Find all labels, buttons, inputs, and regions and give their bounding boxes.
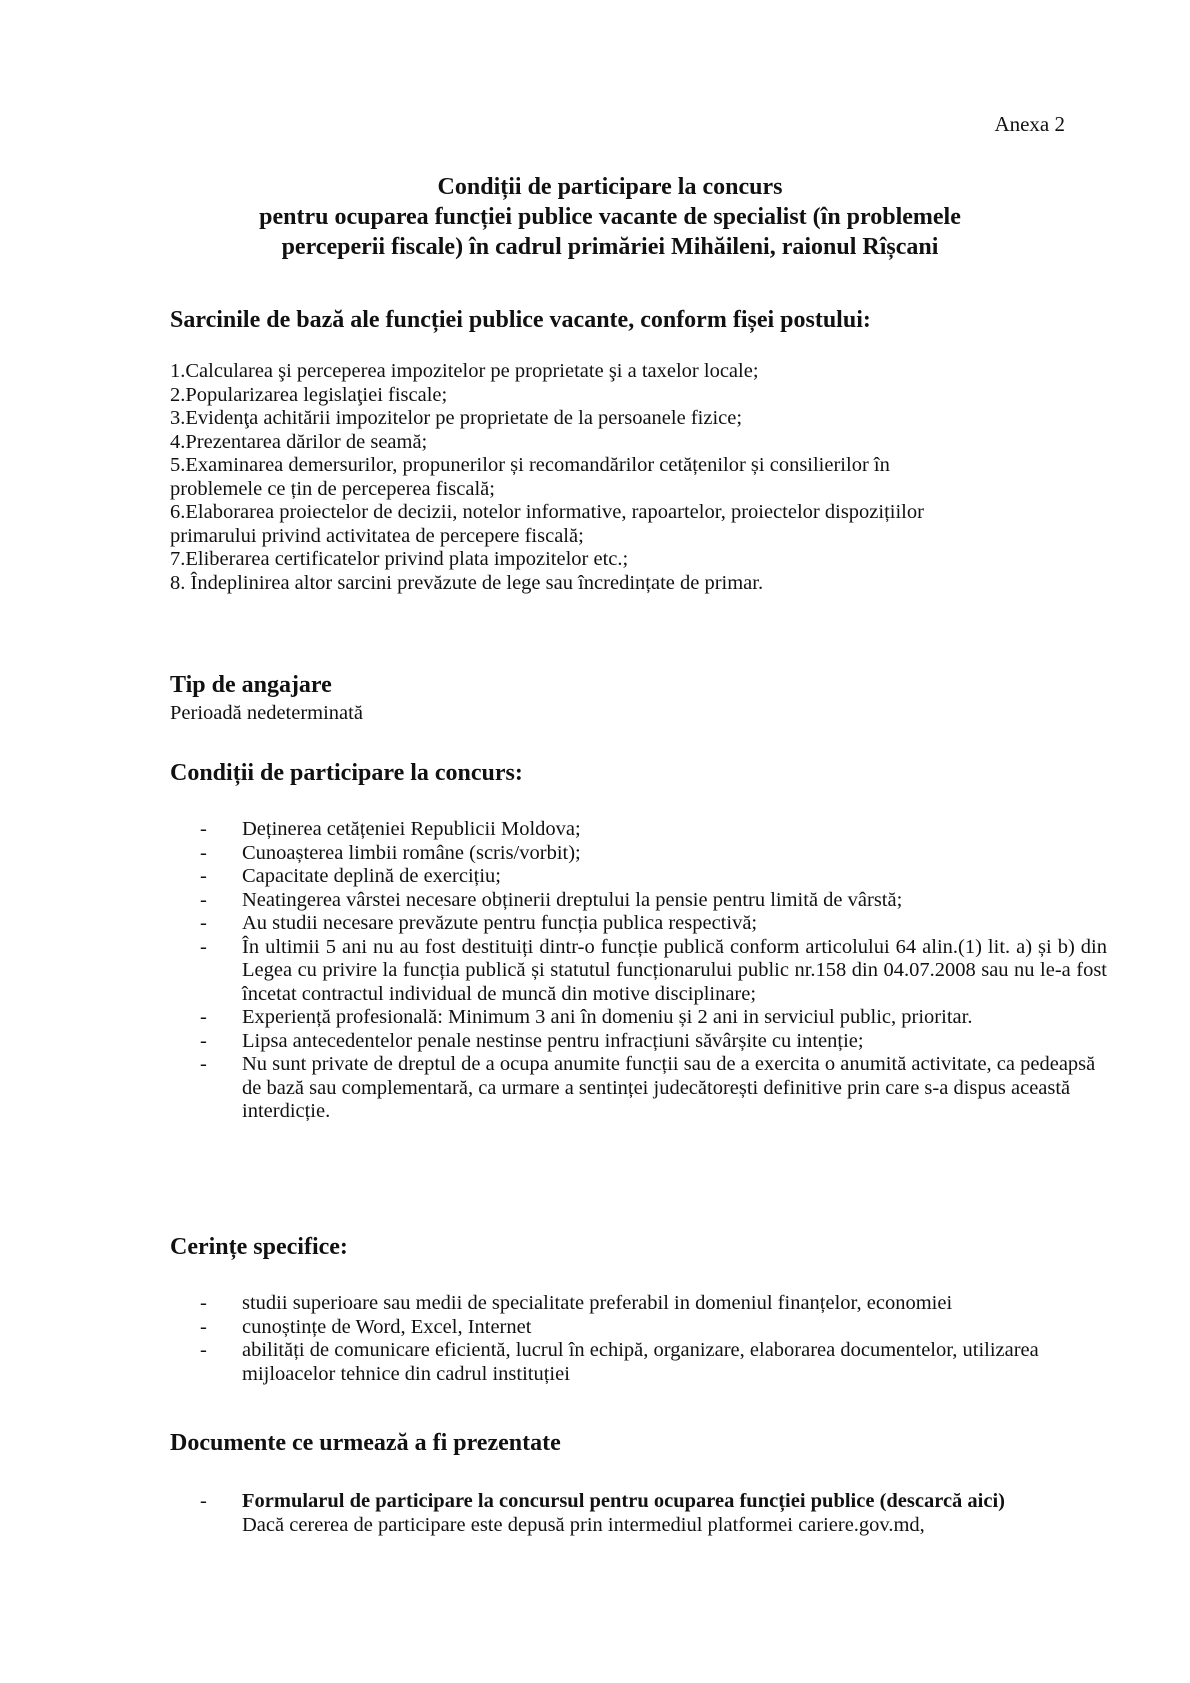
tasks-list (170, 360, 1070, 595)
dash-bullet: - (200, 912, 207, 934)
dash-bullet: - (200, 1315, 207, 1338)
dash-bullet: - (200, 1053, 207, 1075)
employment-value: Perioadă nedeterminată (170, 702, 363, 724)
condition-item (200, 1030, 1100, 1054)
annex-label: Anexa 2 (994, 112, 1065, 136)
employment-heading: Tip de angajare (170, 672, 332, 698)
document-note: Dacă cererea de participare este depusă prin intermediul platformei cariere.gov.md, (242, 1513, 925, 1536)
document-title (160, 172, 1060, 262)
requirement-item (200, 1339, 1102, 1386)
requirement-item (200, 1292, 1100, 1316)
condition-text: Lipsa antecedentelor penale nestinse pentru infracțiuni săvârșite cu intenție; (242, 1029, 864, 1052)
title-line-2: pentru ocuparea funcției publice vacante de specialist (în problemele (259, 204, 961, 230)
tasks-heading: Sarcinile de bază ale funcției publice vacante, conform fișei postului: (170, 307, 871, 333)
requirements-heading: Cerințe specifice: (170, 1234, 348, 1260)
dash-bullet: - (200, 888, 207, 911)
task-line: 5.Examinarea demersurilor, propunerilor și recomandărilor cetățenilor și consilierilor în (170, 454, 890, 476)
dash-bullet: - (200, 1292, 207, 1314)
condition-text: Cunoașterea limbii române (scris/vorbit); (242, 841, 581, 864)
dash-bullet: - (200, 1339, 207, 1361)
title-line-1: Condiții de participare la concurs (437, 174, 783, 200)
conditions-heading: Condiții de participare la concurs: (170, 760, 523, 786)
dash-bullet: - (200, 1006, 207, 1028)
condition-item (200, 1006, 1100, 1030)
condition-item (200, 842, 1100, 866)
condition-text: Capacitate deplină de exercițiu; (242, 865, 501, 887)
dash-bullet: - (200, 935, 207, 958)
task-line: 3.Evidenţa achitării impozitelor pe proprietate de la persoanele fizice; (170, 407, 743, 429)
requirement-text: cunoștințe de Word, Excel, Internet (242, 1315, 532, 1338)
dash-bullet: - (200, 818, 207, 840)
title-line-3: perceperii fiscale) în cadrul primăriei Mihăileni, raionul Rîșcani (281, 234, 939, 260)
documents-heading: Documente ce urmează a fi prezentate (170, 1430, 561, 1456)
task-line: 8. Îndeplinirea altor sarcini prevăzute de lege sau încredințate de primar. (170, 571, 764, 594)
condition-text: Deținerea cetățeniei Republicii Moldova; (242, 818, 581, 840)
condition-item (200, 865, 1100, 889)
condition-text: În ultimii 5 ani nu au fost destituiți dintr-o funcție publică conform articolului 64 alin.(1) lit. a) și b) din Legea cu privire la funcția publică și statutul funcționarului public nr.158 din 04.07.2008 sau nu le-a fost încetat contractul individual de muncă din motive disciplinare; (242, 935, 1107, 1005)
requirement-text: abilități de comunicare eficientă, lucrul în echipă, organizare, elaborarea documentelor, utilizarea mijloacelor tehnice din cadrul instituției (242, 1339, 1039, 1385)
task-line: 7.Eliberarea certificatelor privind plata impozitelor etc.; (170, 548, 629, 570)
task-line: 6.Elaborarea proiectelor de decizii, notelor informative, rapoartelor, proiectelor dispozițiilor (170, 501, 924, 523)
condition-text: Experiență profesională: Minimum 3 ani în domeniu și 2 ani in serviciul public, prioritar. (242, 1006, 973, 1028)
dash-bullet: - (200, 841, 207, 864)
condition-item (200, 889, 1100, 913)
requirements-list (200, 1292, 1100, 1386)
dash-bullet: - (200, 865, 207, 887)
condition-item (200, 936, 1107, 1007)
task-line: 1.Calcularea şi perceperea impozitelor pe proprietate şi a taxelor locale; (170, 360, 759, 382)
requirement-text: studii superioare sau medii de specialitate preferabil in domeniul finanțelor, economiei (242, 1292, 953, 1314)
condition-item (200, 912, 1100, 936)
condition-text: Nu sunt private de dreptul de a ocupa anumite funcții sau de a exercita o anumită activitate, ca pedeapsă de bază sau complementară, ca urmare a sentinței judecătorești definitive prin care s-a dispus această interdicție. (242, 1053, 1096, 1122)
dash-bullet: - (200, 1029, 207, 1052)
application-form-link[interactable]: Formularul de participare la concursul pentru ocuparea funcției publice (descarcă aici) (242, 1490, 1005, 1512)
requirement-item (200, 1316, 1100, 1340)
condition-text: Au studii necesare prevăzute pentru funcția publica respectivă; (242, 912, 758, 934)
task-line: problemele ce țin de perceperea fiscală; (170, 477, 495, 500)
task-line: primarului privind activitatea de percepere fiscală; (170, 524, 584, 547)
conditions-list (200, 818, 1107, 1124)
task-line: 2.Popularizarea legislaţiei fiscale; (170, 383, 448, 406)
dash-bullet: - (200, 1490, 207, 1512)
task-line: 4.Prezentarea dărilor de seamă; (170, 430, 428, 453)
document-item (200, 1490, 1107, 1537)
documents-list (200, 1490, 1100, 1537)
condition-item (200, 1053, 1107, 1124)
condition-text: Neatingerea vârstei necesare obținerii dreptului la pensie pentru limită de vârstă; (242, 888, 903, 911)
condition-item (200, 818, 1100, 842)
